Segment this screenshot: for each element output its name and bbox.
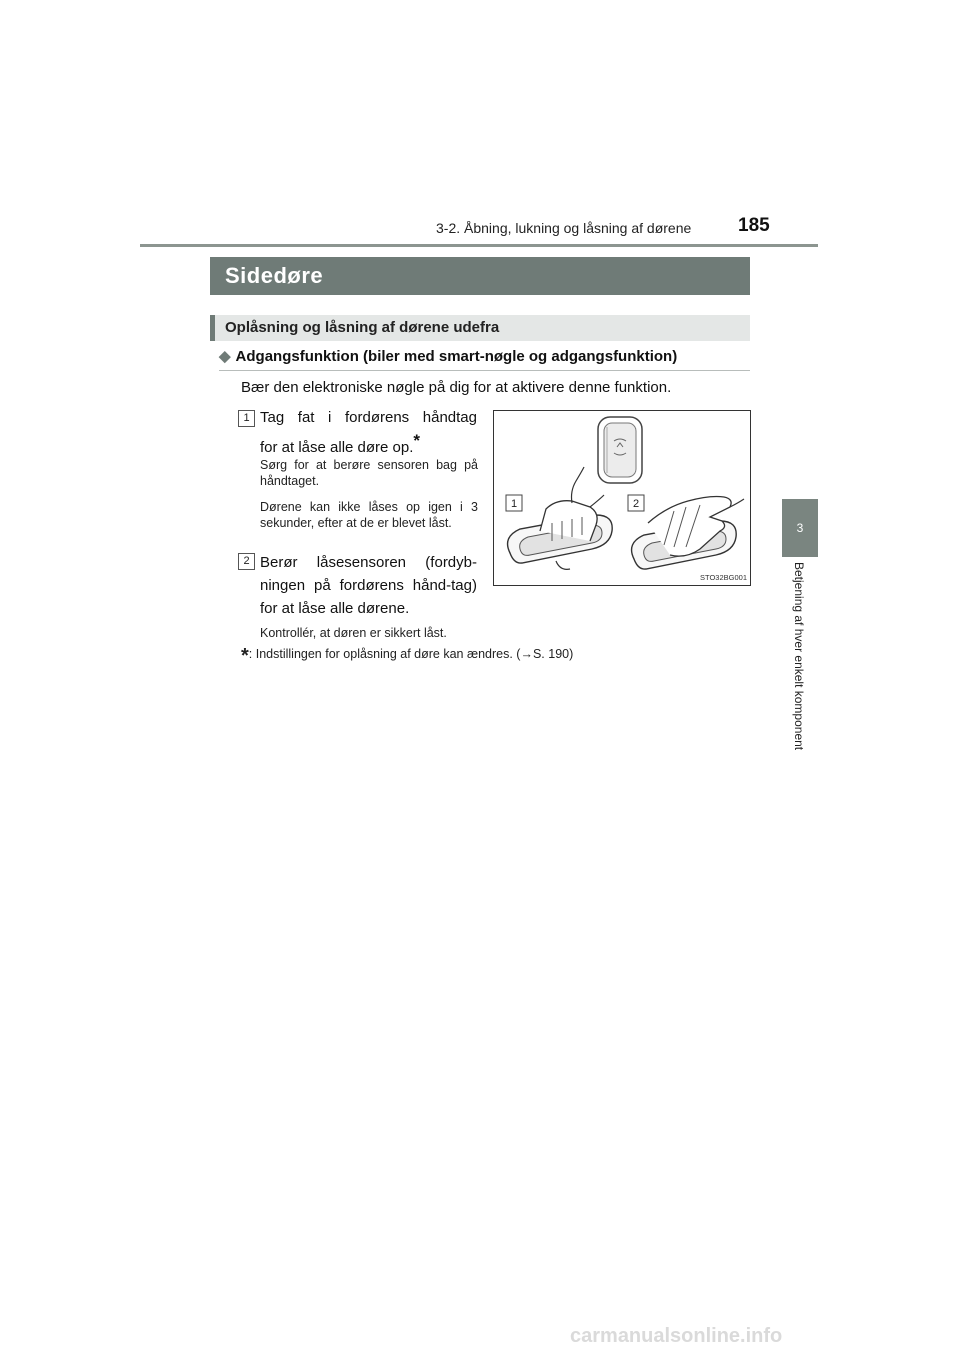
footnote-text: : Indstillingen for oplåsning af døre kan ændres. (→S. 190): [248, 647, 574, 661]
check-note: Kontrollér, at døren er sikkert låst.: [260, 626, 447, 640]
section-header: 3-2. Åbning, lukning og låsning af dørene: [436, 220, 692, 236]
section-title: Sidedøre: [225, 263, 324, 288]
step-2-badge: 2: [238, 553, 255, 570]
footnote: [241, 645, 573, 668]
intro-text: Bær den elektroniske nøgle på dig for at aktivere denne funktion.: [241, 379, 672, 396]
step-1-note-2: Dørene kan ikke låses op igen i 3 sekunder, efter at de er blevet låst.: [260, 500, 478, 530]
asterisk-marker: *: [413, 431, 421, 450]
diamond-icon: ◆: [219, 348, 231, 365]
function-heading-text: Adgangsfunktion (biler med smart-nøgle og adgangsfunktion): [235, 348, 678, 365]
handle-lock-illustration: [632, 497, 744, 570]
step-2-text: Berør låsesensoren (fordyb-ningen på fordørens hånd-tag) for at låse alle dørene.: [260, 554, 477, 617]
chapter-number: 3: [796, 521, 804, 535]
figure-callout-1: 1: [510, 498, 518, 510]
step-1-note-1: Sørg for at berøre sensoren bag på håndtaget.: [260, 458, 478, 488]
heading-divider: [219, 370, 750, 371]
door-handle-figure: [493, 410, 751, 586]
footnote-marker: *: [241, 645, 249, 667]
step-1-line1: Tag fat i fordørens håndtag: [260, 409, 477, 426]
section-title-bar: [210, 257, 750, 295]
subsection-bar: [210, 315, 750, 341]
subsection-accent: [210, 315, 215, 341]
page-number: 185: [738, 215, 770, 236]
step-1-text: [260, 406, 477, 459]
figure-callout-2: 2: [632, 498, 640, 510]
chapter-tab: [782, 499, 818, 557]
smart-key-icon: [598, 417, 642, 483]
function-heading: [219, 347, 677, 365]
watermark: carmanualsonline.info: [570, 1325, 783, 1347]
handle-unlock-illustration: [508, 467, 613, 569]
door-handle-illustration: [494, 411, 750, 585]
subsection-title: Oplåsning og låsning af dørene udefra: [225, 319, 500, 336]
chapter-label: Betjening af hver enkelt komponent: [792, 562, 806, 751]
step-1-line2: for at låse alle døre op.: [260, 439, 414, 456]
header-divider: [140, 244, 818, 247]
step-1-badge: 1: [238, 410, 255, 427]
figure-code: STO32BG001: [700, 573, 747, 582]
